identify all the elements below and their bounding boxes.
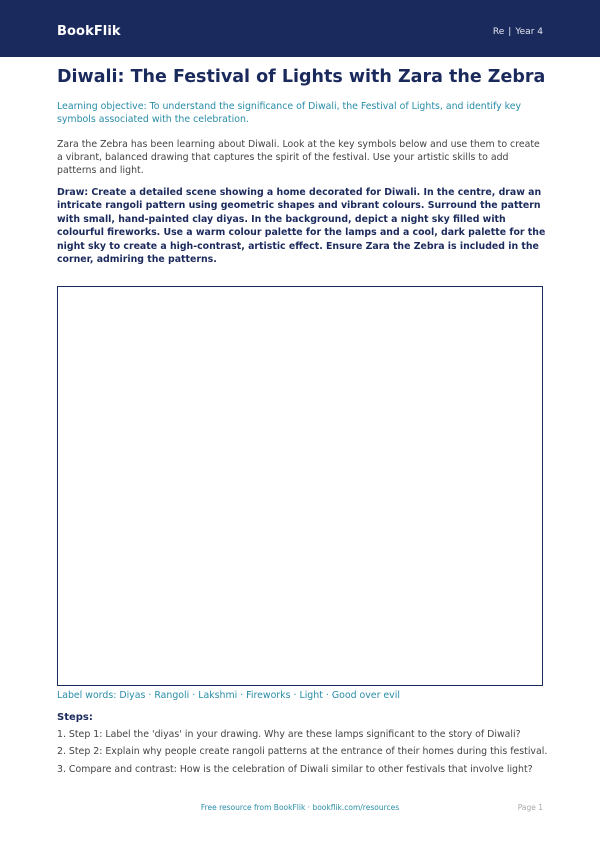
step-item: 3. Compare and contrast: How is the celebration of Diwali similar to other festivals that involve light? xyxy=(57,764,533,775)
page-title: Diwali: The Festival of Lights with Zara the Zebra xyxy=(57,67,546,87)
label-words-prefix: Label words: xyxy=(57,690,117,701)
drawing-area[interactable] xyxy=(57,286,543,686)
word-separator: · xyxy=(293,690,297,701)
label-words xyxy=(57,689,400,702)
year-label: Year 4 xyxy=(515,27,543,37)
learning-objective: Learning objective: To understand the significance of Diwali, the Festival of Lights, and identify key symbols associated with the celebration. xyxy=(57,101,522,125)
brand-logo[interactable]: BookFlik xyxy=(57,24,121,39)
intro-text: Zara the Zebra has been learning about Diwali. Look at the key symbols below and use them to create a vibrant, balanced drawing that captures the spirit of the festival. Use your artistic skills to add patterns and light. xyxy=(57,139,540,176)
label-word: Fireworks xyxy=(246,690,291,701)
subject-year xyxy=(493,27,543,37)
word-separator: · xyxy=(325,690,329,701)
label-word: Light xyxy=(299,690,323,701)
word-separator: · xyxy=(192,690,196,701)
steps-heading: Steps: xyxy=(57,712,93,723)
word-separator: · xyxy=(148,690,152,701)
meta-separator: | xyxy=(508,27,512,37)
label-word: Good over evil xyxy=(331,690,400,701)
header-bar xyxy=(0,0,600,57)
subject-label: Re xyxy=(492,27,505,37)
label-word: Diyas xyxy=(119,690,146,701)
draw-task: Draw: Create a detailed scene showing a home decorated for Diwali. In the centre, draw an intricate rangoli pattern using geometric shapes and vibrant colours. Surround the pattern with small, hand-painted clay diyas. In the background, depict a night sky filled with colourful fireworks. Use a warm colour palette for the lamps and a cool, dark palette for the night sky to create a high-contrast, artistic effect. Ensure Zara the Zebra is included in the corner, admiring the patterns. xyxy=(57,187,546,266)
word-separator: · xyxy=(240,690,244,701)
footer-source[interactable]: Free resource from BookFlik · bookflik.com/resources xyxy=(200,803,400,812)
label-word: Rangoli xyxy=(154,690,190,701)
step-item: 2. Step 2: Explain why people create rangoli patterns at the entrance of their homes during this festival. xyxy=(57,746,548,757)
page-number: Page 1 xyxy=(517,803,543,812)
step-item: 1. Step 1: Label the 'diyas' in your drawing. Why are these lamps significant to the story of Diwali? xyxy=(57,729,521,740)
label-word: Lakshmi xyxy=(198,690,238,701)
